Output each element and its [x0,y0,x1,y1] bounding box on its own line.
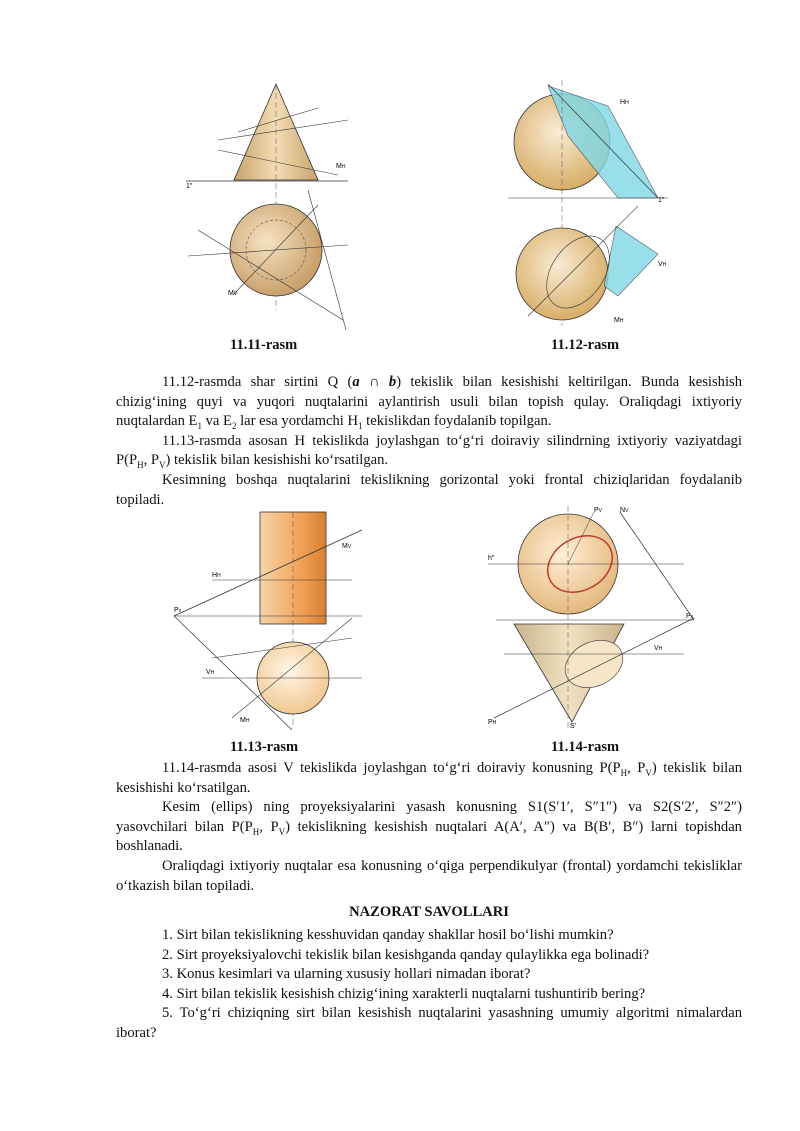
svg-text:HH: HH [212,572,221,579]
list-item: 4. Sirt bilan tekislik kesishish chizig‘ining xarakterli nuqtalarni tushuntirib bering? [162,985,646,1002]
figure-11-13 [172,508,372,736]
section-heading: NAZORAT SAVOLLARI [349,904,509,920]
figure-11-11 [178,80,358,332]
figure-caption: 11.14-rasm [551,739,620,755]
svg-text:MH: MH [614,317,624,324]
svg-text:S′: S′ [570,723,576,730]
figure-caption: 11.11-rasm [230,337,298,353]
svg-text:MV: MV [342,543,352,550]
svg-text:PV: PV [594,507,603,514]
list-item: 5. To‘g‘ri chiziqning sirt bilan kesishish nuqtalarini yasashning umumiy algoritmi nimalardan iborat? [116,1005,742,1041]
paragraph: 11.12-rasmda shar sirtini Q (a ∩ b) tekislik bilan kesishishi keltirilgan. Bunda kesishish chizig‘ining quyi va yuqori nuqtalarini aylantirish usuli bilan topish qulay. Oraliqdagi ixtiyoriy nuqtalardan $E_1$ va $E_2$ lar esa yordamchi $H_1$ tekislikdan foydalanib topilgan. [116,374,742,432]
svg-text:MV: MV [228,290,238,297]
svg-text:MH: MH [240,717,250,724]
questions-list [116,926,742,1044]
body-text-2 [116,759,742,896]
figure-11-14 [484,502,704,734]
svg-text:HH: HH [620,99,629,106]
paragraph: Kesimning boshqa nuqtalarini tekislikning gorizontal yoki frontal chiziqlaridan foydalanib topiladi. [116,471,742,508]
list-item: 2. Sirt proyeksiyalovchi tekislik bilan kesishganda qanday qulaylikka ega bolinadi? [162,946,650,963]
figure-caption: 11.12-rasm [551,337,620,353]
paragraph: Oraliqdagi ixtiyoriy nuqtalar esa konusning o‘qiga perpendikulyar (frontal) yordamchi tekisliklar o‘tkazish bilan topiladi. [116,857,742,894]
paragraph: 11.13-rasmda asosan H tekislikda joylashgan to‘g‘ri doiraviy silindrning ixtiyoriy vaziyatdagi $P(P_H$, $P_V$) tekislik bilan kesishishi ko‘rsatilgan. [116,432,742,471]
svg-text:VH: VH [658,261,667,268]
svg-text:Px: Px [686,613,694,620]
svg-text:Px: Px [174,607,182,614]
svg-text:NV: NV [620,507,629,514]
svg-text:VH: VH [206,669,215,676]
svg-text:1″: 1″ [658,197,665,204]
svg-text:PH: PH [488,719,497,726]
figure-caption: 11.13-rasm [230,739,299,755]
svg-text:h″: h″ [488,555,495,562]
svg-text:VH: VH [654,645,663,652]
paragraph: 11.14-rasmda asosi V tekislikda joylashgan to‘g‘ri doiraviy konusning $P(P_H$, $P_V$) tekislik bilan kesishishi ko‘rsatilgan. [116,760,742,796]
svg-text:MH: MH [336,163,346,170]
list-item: 1. Sirt bilan tekislikning kesshuvidan qanday shakllar hosil bo‘lishi mumkin? [162,927,614,943]
paragraph: Kesim (ellips) ning proyeksiyalarini yasash konusning S1(S′1′, S″1″) va S2(S′2′, S″2″) yasovchilari bilan $P(P_H$, $P_V$) tekislikning kesishish nuqtalari A(A′, A″) va B(B′, B″) larni topishdan boshlanadi. [116,799,742,855]
list-item: 3. Konus kesimlari va ularning xususiy hollari nimadan iborat? [162,966,531,983]
figure-11-12 [508,76,678,332]
body-text-1 [116,373,742,510]
svg-text:1″: 1″ [186,183,193,190]
